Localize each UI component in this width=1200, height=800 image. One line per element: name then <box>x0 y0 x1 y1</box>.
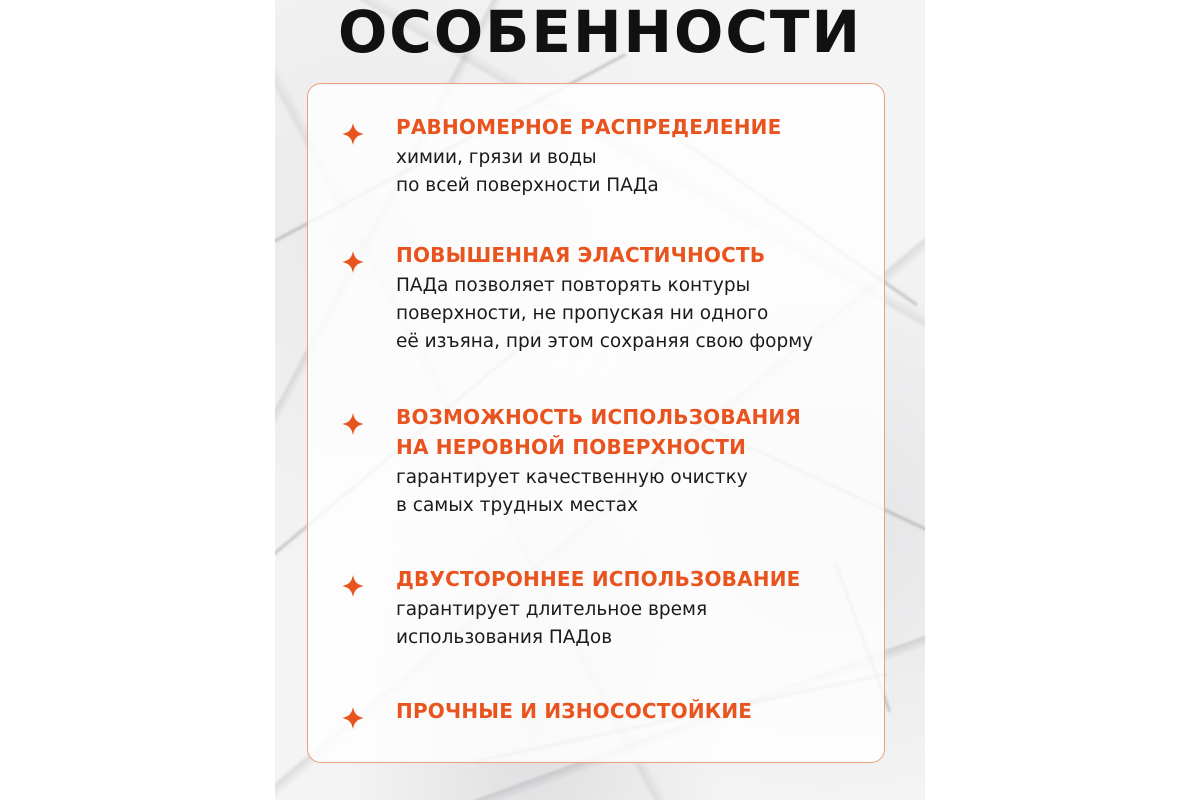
orange-four-point-star-icon <box>342 413 364 435</box>
feature-description-line: использования ПАДов <box>396 627 613 648</box>
feature-description <box>396 272 876 356</box>
orange-four-point-star-icon <box>342 251 364 273</box>
feature-title-line: НА НЕРОВНОЙ ПОВЕРХНОСТИ <box>396 435 747 459</box>
marble-poster <box>275 0 925 800</box>
feature-description <box>396 144 876 200</box>
feature-title: РАВНОМЕРНОЕ РАСПРЕДЕЛЕНИЕ <box>396 115 782 139</box>
page-title: ОСОБЕННОСТИ <box>337 0 863 66</box>
feature-description-line: гарантирует длительное время <box>396 599 708 620</box>
feature-description-line: химии, грязи и воды <box>396 147 597 168</box>
feature-description-line: поверхности, не пропуская ни одного <box>396 303 769 324</box>
feature-description-line: ПАДа позволяет повторять контуры <box>396 275 751 296</box>
feature-description-line: по всей поверхности ПАДа <box>396 175 659 196</box>
orange-four-point-star-icon <box>342 707 364 729</box>
feature-description-line: в самых трудных местах <box>396 495 639 516</box>
feature-title: ПОВЫШЕННАЯ ЭЛАСТИЧНОСТЬ <box>396 243 766 267</box>
features-card <box>307 83 885 763</box>
feature-description-line: гарантирует качественную очистку <box>396 467 748 488</box>
feature-title: ДВУСТОРОННЕЕ ИСПОЛЬЗОВАНИЕ <box>396 567 801 591</box>
orange-four-point-star-icon <box>342 123 364 145</box>
feature-title-line: ВОЗМОЖНОСТЬ ИСПОЛЬЗОВАНИЯ <box>396 405 801 429</box>
feature-description-line: её изъяна, при этом сохраняя свою форму <box>396 331 814 352</box>
feature-title <box>396 402 876 462</box>
feature-title: ПРОЧНЫЕ И ИЗНОСОСТОЙКИЕ <box>396 699 753 723</box>
feature-description <box>396 596 876 652</box>
feature-description <box>396 464 876 520</box>
orange-four-point-star-icon <box>342 575 364 597</box>
